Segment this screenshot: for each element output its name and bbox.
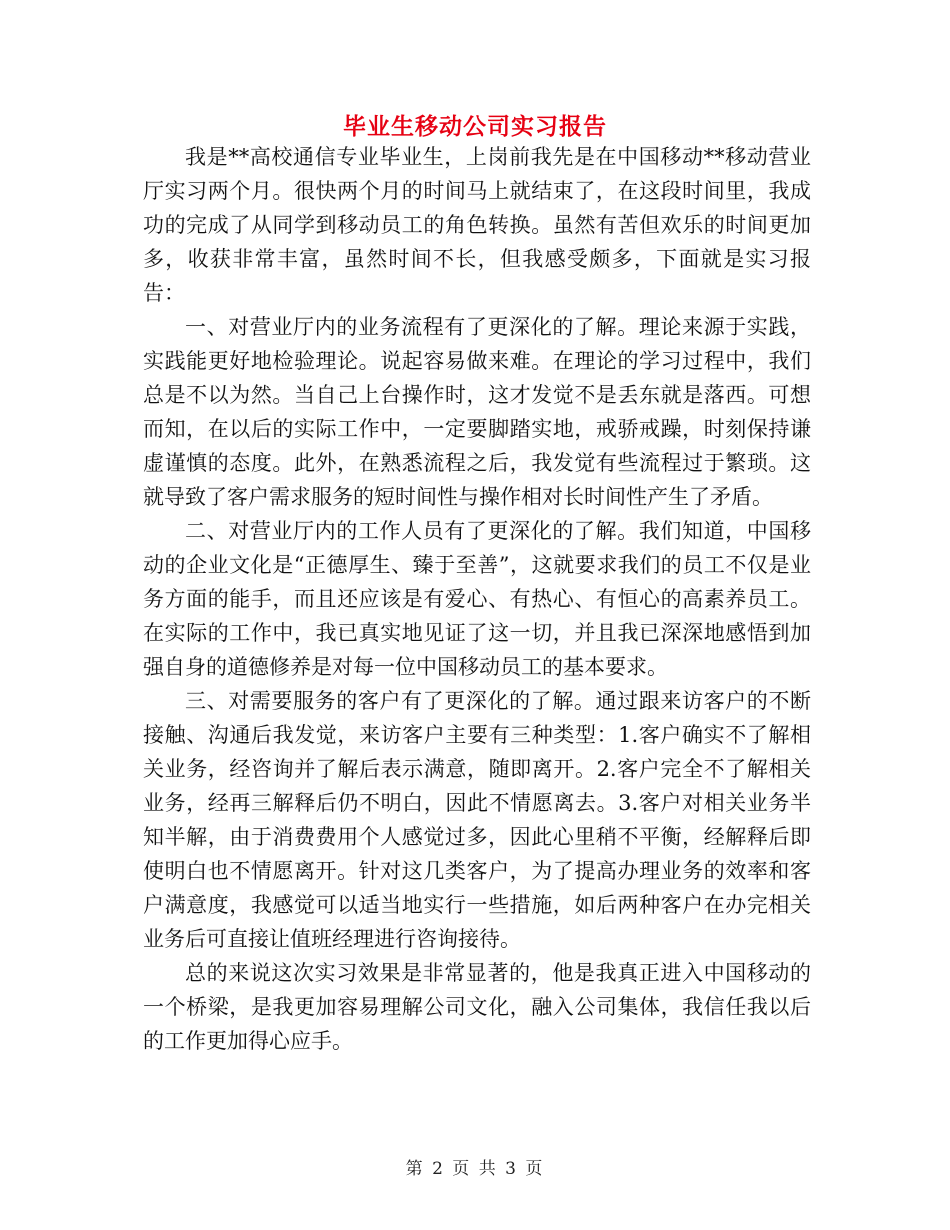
page-number-footer: 第 2 页 共 3 页 [405,1159,545,1179]
document-body [143,140,811,1058]
paragraph-conclusion: 总的来说这次实习效果是非常显著的，他是我真正进入中国移动的一个桥梁，是我更加容易理解公司文化，融入公司集体，我信任我以后的工作更加得心应手。 [143,961,811,1053]
document-title: 毕业生移动公司实习报告 [343,114,607,140]
paragraph-intro: 我是**高校通信专业毕业生，上岗前我先是在中国移动**移动营业厅实习两个月。很快两个月的时间马上就结束了，在这段时间里，我成功的完成了从同学到移动员工的角色转换。虽然有苦但欢乐的时间更加多，收获非常丰富，虽然时间不长，但我感受颇多，下面就是实习报告： [143,145,811,305]
paragraph-section-3: 三、对需要服务的客户有了更深化的了解。通过跟来访客户的不断接触、沟通后我发觉，来访客户主要有三种类型：1.客户确实不了解相关业务，经咨询并了解后表示满意，随即离开。2.客户完全不了解相关业务，经再三解释后仍不明白，因此不情愿离去。3.客户对相关业务半知半解，由于消费费用个人感觉过多，因此心里稍不平衡，经解释后即使明白也不情愿离开。针对这几类客户，为了提高办理业务的效率和客户满意度，我感觉可以适当地实行一些措施，如后两种客户在办完相关业务后可直接让值班经理进行咨询接待。 [143,689,811,951]
paragraph-section-2: 二、对营业厅内的工作人员有了更深化的了解。我们知道，中国移动的企业文化是“正德厚生、臻于至善”，这就要求我们的员工不仅是业务方面的能手，而且还应该是有爱心、有热心、有恒心的高素养员工。在实际的工作中，我已真实地见证了这一切，并且我已深深地感悟到加强自身的道德修养是对每一位中国移动员工的基本要求。 [143,519,811,679]
paragraph-section-1: 一、对营业厅内的业务流程有了更深化的了解。理论来源于实践，实践能更好地检验理论。说起容易做来难。在理论的学习过程中，我们总是不以为然。当自己上台操作时，这才发觉不是丢东就是落西。可想而知，在以后的实际工作中，一定要脚踏实地，戒骄戒躁，时刻保持谦虚谨慎的态度。此外，在熟悉流程之后，我发觉有些流程过于繁琐。这就导致了客户需求服务的短时间性与操作相对长时间性产生了矛盾。 [143,315,811,509]
